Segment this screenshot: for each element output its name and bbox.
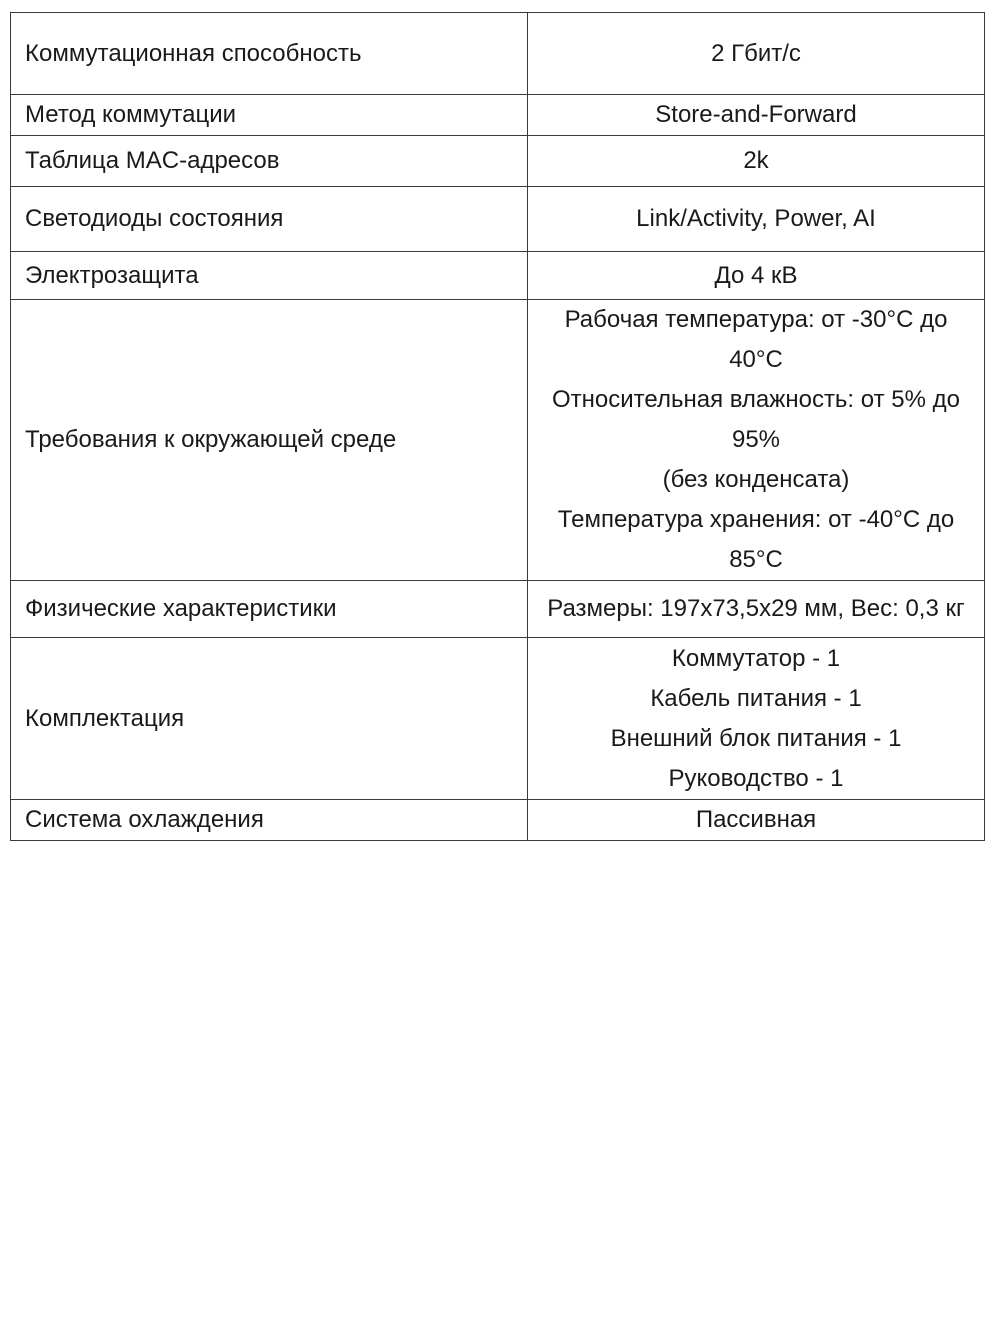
table-row [11, 252, 985, 300]
table-row [11, 187, 985, 252]
spec-value [528, 252, 985, 300]
spec-value [528, 136, 985, 187]
spec-value [528, 187, 985, 252]
table-row [11, 136, 985, 187]
spec-value-line: (без конденсата) [662, 466, 850, 493]
spec-value [528, 800, 985, 841]
spec-value [528, 300, 985, 581]
spec-value-line: Внешний блок питания - 1 [610, 724, 902, 752]
table-row [11, 581, 985, 638]
spec-value-line: Кабель питания - 1 [650, 684, 862, 712]
table-row [11, 13, 985, 95]
spec-value-line: Относительная влажность: от 5% до 95% [552, 386, 960, 453]
spec-label: Физические характеристики [11, 581, 528, 638]
spec-value-line: Коммутатор - 1 [671, 644, 841, 672]
spec-value [528, 581, 985, 638]
spec-value-line: Пассивная [695, 806, 817, 833]
spec-value-line: Руководство - 1 [668, 764, 844, 792]
spec-label: Таблица MAC-адресов [11, 136, 528, 187]
spec-label: Требования к окружающей среде [11, 300, 528, 581]
spec-value-line: Температура хранения: от -40°C до 85°C [557, 506, 955, 573]
spec-label: Светодиоды состояния [11, 187, 528, 252]
spec-value-line: Размеры: 197х73,5х29 мм, Вес: 0,3 кг [547, 595, 965, 622]
spec-value-line: Рабочая температура: от -30°C до 40°C [564, 306, 948, 373]
table-row [11, 95, 985, 136]
spec-table [10, 12, 985, 841]
spec-value-line: 2 Гбит/с [711, 39, 801, 67]
spec-value-line: Store-and-Forward [655, 101, 857, 128]
table-row [11, 638, 985, 800]
spec-label: Метод коммутации [11, 95, 528, 136]
spec-value [528, 95, 985, 136]
spec-label: Система охлаждения [11, 800, 528, 841]
spec-label: Коммутационная способность [11, 13, 528, 95]
spec-value [528, 638, 985, 800]
spec-value-line: До 4 кВ [714, 261, 798, 289]
spec-label: Электрозащита [11, 252, 528, 300]
spec-value-line: Link/Activity, Power, AI [636, 205, 876, 232]
table-row [11, 800, 985, 841]
spec-label: Комплектация [11, 638, 528, 800]
table-row [11, 300, 985, 581]
spec-value-line: 2k [743, 147, 769, 174]
spec-value [528, 13, 985, 95]
